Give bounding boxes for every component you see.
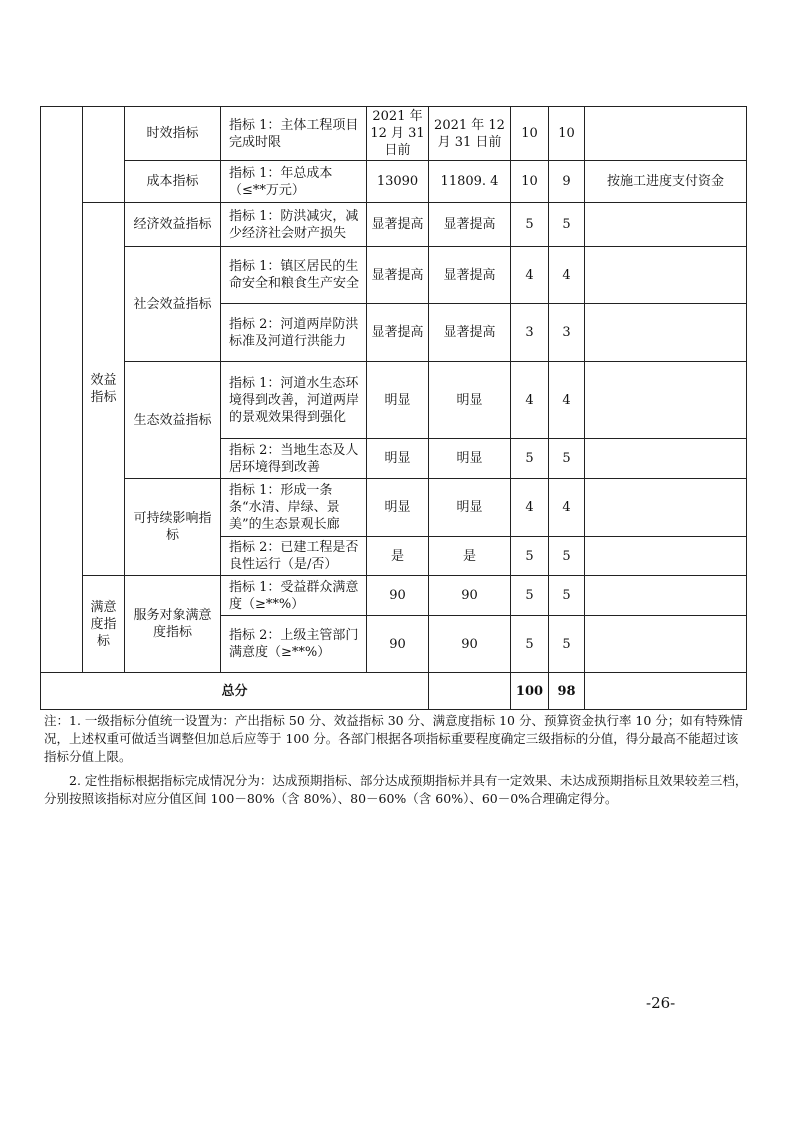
total-score: 98 xyxy=(549,673,585,710)
note-cell xyxy=(585,247,747,304)
indicator-cell: 指标 1：镇区居民的生命安全和粮食生产安全 xyxy=(221,247,367,304)
note-cell xyxy=(585,439,747,479)
target-cell: 显著提高 xyxy=(367,304,429,362)
note-1: 注：1. 一级指标分值统一设置为：产出指标 50 分、效益指标 30 分、满意度指标 10 分、预算资金执行率 10 分；如有特殊情况，上述权重可做适当调整但加总后应等于 100 分。各部门根据各项指标重要程度确定三级指标的分值，得分最高不能超过该指标分值上限。 xyxy=(44,713,743,764)
target-cell: 明显 xyxy=(367,439,429,479)
target-cell: 是 xyxy=(367,537,429,576)
actual-cell: 11809. 4 xyxy=(429,161,511,203)
indicator-cell: 指标 2：河道两岸防洪标准及河道行洪能力 xyxy=(221,304,367,362)
actual-cell: 90 xyxy=(429,616,511,673)
actual-cell: 90 xyxy=(429,576,511,616)
weight-cell: 10 xyxy=(511,161,549,203)
note-cell xyxy=(585,107,747,161)
total-label: 总分 xyxy=(41,673,429,710)
blank-cell xyxy=(41,107,83,673)
note-cell xyxy=(585,479,747,537)
note-cell xyxy=(585,304,747,362)
weight-cell: 4 xyxy=(511,362,549,439)
actual-cell: 显著提高 xyxy=(429,247,511,304)
actual-cell: 明显 xyxy=(429,479,511,537)
level2-cell: 可持续影响指标 xyxy=(125,479,221,576)
blank-cell xyxy=(585,673,747,710)
indicator-cell: 指标 2：已建工程是否 良性运行（是/否） xyxy=(221,537,367,576)
target-cell: 明显 xyxy=(367,479,429,537)
note-2: 2. 定性指标根据指标完成情况分为：达成预期指标、部分达成预期指标并具有一定效果、未达成预期指标且效果较差三档，分别按照该指标对应分值区间 100－80%（含 80%）、80－60%（含 60%）、60－0%合理确定得分。 xyxy=(44,773,748,806)
note-cell xyxy=(585,576,747,616)
target-cell: 90 xyxy=(367,576,429,616)
level2-cell: 生态效益指标 xyxy=(125,362,221,479)
weight-cell: 10 xyxy=(511,107,549,161)
indicator-cell: 指标 1：年总成本（≤**万元） xyxy=(221,161,367,203)
target-cell: 显著提高 xyxy=(367,247,429,304)
level1-cell-satisfaction: 满意度指标 xyxy=(83,576,125,673)
level1-cell-benefit: 效益指标 xyxy=(83,203,125,576)
weight-cell: 4 xyxy=(511,247,549,304)
page-number: -26- xyxy=(646,994,676,1012)
note-cell xyxy=(585,203,747,247)
weight-cell: 5 xyxy=(511,537,549,576)
table-row xyxy=(41,203,747,247)
score-cell: 5 xyxy=(549,576,585,616)
total-row xyxy=(41,673,747,710)
score-cell: 10 xyxy=(549,107,585,161)
actual-cell: 明显 xyxy=(429,439,511,479)
indicator-cell: 指标 1：河道水生态环境得到改善，河道两岸的景观效果得到强化 xyxy=(221,362,367,439)
level2-cell: 经济效益指标 xyxy=(125,203,221,247)
table-row xyxy=(41,107,747,161)
total-weight: 100 xyxy=(511,673,549,710)
note-cell xyxy=(585,616,747,673)
notes xyxy=(44,712,750,808)
target-cell: 2021 年 12 月 31 日前 xyxy=(367,107,429,161)
level2-cell: 时效指标 xyxy=(125,107,221,161)
weight-cell: 4 xyxy=(511,479,549,537)
indicator-cell: 指标 1：主体工程项目完成时限 xyxy=(221,107,367,161)
table-row xyxy=(41,362,747,439)
score-cell: 4 xyxy=(549,479,585,537)
note-cell xyxy=(585,537,747,576)
weight-cell: 5 xyxy=(511,203,549,247)
indicator-cell: 指标 1：形成一条条“水清、岸绿、景美”的生态景观长廊 xyxy=(221,479,367,537)
table-row xyxy=(41,576,747,616)
weight-cell: 5 xyxy=(511,616,549,673)
score-cell: 3 xyxy=(549,304,585,362)
score-cell: 5 xyxy=(549,616,585,673)
level2-cell: 社会效益指标 xyxy=(125,247,221,362)
target-cell: 90 xyxy=(367,616,429,673)
score-cell: 5 xyxy=(549,439,585,479)
level2-cell: 成本指标 xyxy=(125,161,221,203)
weight-cell: 3 xyxy=(511,304,549,362)
score-cell: 5 xyxy=(549,537,585,576)
target-cell: 明显 xyxy=(367,362,429,439)
score-cell: 4 xyxy=(549,247,585,304)
indicator-cell: 指标 2：上级主管部门满意度（≥**%） xyxy=(221,616,367,673)
actual-cell: 是 xyxy=(429,537,511,576)
actual-cell: 明显 xyxy=(429,362,511,439)
target-cell: 显著提高 xyxy=(367,203,429,247)
target-cell: 13090 xyxy=(367,161,429,203)
level2-cell: 服务对象满意度指标 xyxy=(125,576,221,673)
indicator-cell: 指标 1：受益群众满意度（≥**%） xyxy=(221,576,367,616)
blank-cell xyxy=(83,107,125,203)
actual-cell: 2021 年 12 月 31 日前 xyxy=(429,107,511,161)
blank-cell xyxy=(429,673,511,710)
table-row xyxy=(41,247,747,304)
actual-cell: 显著提高 xyxy=(429,203,511,247)
indicator-cell: 指标 2：当地生态及人居环境得到改善 xyxy=(221,439,367,479)
table-row xyxy=(41,161,747,203)
weight-cell: 5 xyxy=(511,439,549,479)
score-cell: 4 xyxy=(549,362,585,439)
score-cell: 5 xyxy=(549,203,585,247)
actual-cell: 显著提高 xyxy=(429,304,511,362)
performance-table xyxy=(40,106,747,710)
score-cell: 9 xyxy=(549,161,585,203)
weight-cell: 5 xyxy=(511,576,549,616)
indicator-cell: 指标 1：防洪减灾，减少经济社会财产损失 xyxy=(221,203,367,247)
note-cell xyxy=(585,362,747,439)
note-cell: 按施工进度支付资金 xyxy=(585,161,747,203)
table-row xyxy=(41,479,747,537)
